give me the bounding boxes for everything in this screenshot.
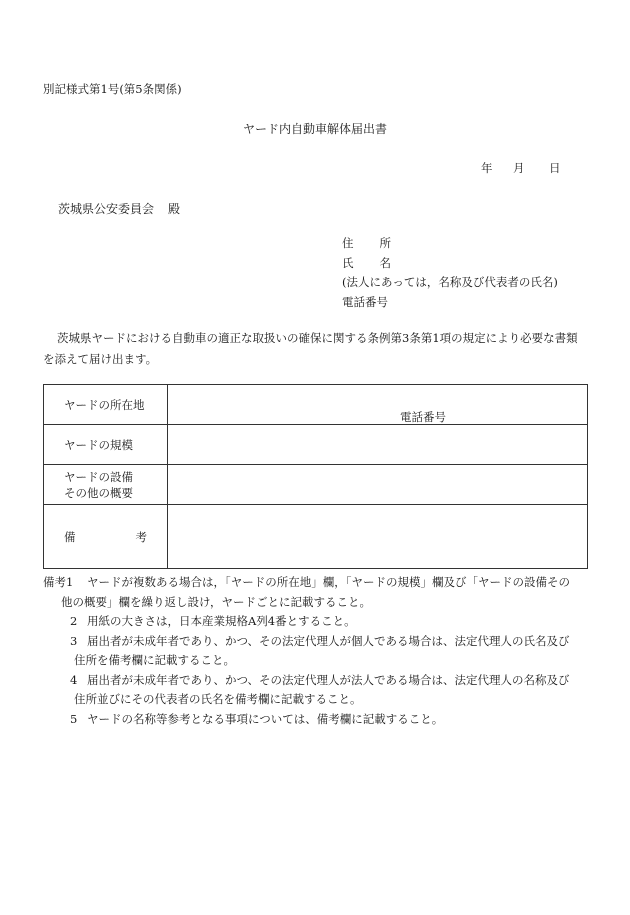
name-char-1: 氏 bbox=[342, 256, 354, 270]
note-5 bbox=[43, 710, 588, 730]
table-row bbox=[44, 425, 588, 465]
note-5-line-1: ヤードの名称等参考となる事項については、備考欄に記載すること。 bbox=[87, 711, 444, 726]
table-row bbox=[44, 505, 588, 569]
note-1-line-2: 他の概要」欄を繰り返し設け，ヤードごとに記載すること。 bbox=[61, 594, 372, 609]
note-2 bbox=[43, 612, 588, 632]
equipment-field[interactable] bbox=[168, 465, 588, 505]
yard-info-table bbox=[43, 384, 588, 569]
note-4 bbox=[43, 671, 588, 710]
applicant-phone-label: 電話番号 bbox=[342, 295, 388, 309]
date-row bbox=[481, 160, 561, 176]
note-2-number: 2 bbox=[70, 614, 78, 628]
phone-label: 電話番号 bbox=[400, 410, 446, 424]
remarks-char-2: 考 bbox=[135, 529, 147, 544]
note-1-number: 備考1 bbox=[43, 575, 74, 589]
body-text: 茨城県ヤードにおける自動車の適正な取扱いの確保に関する条例第3条第1項の規定により必要な書類を添えて届け出ます。 bbox=[43, 331, 578, 366]
date-day: 日 bbox=[549, 161, 561, 175]
remarks-char-1: 備 bbox=[64, 529, 76, 544]
applicant-address-label bbox=[342, 235, 391, 251]
scale-label-text: ヤードの規模 bbox=[64, 437, 133, 452]
applicant-name-label bbox=[342, 255, 391, 271]
remarks-field[interactable] bbox=[168, 505, 588, 569]
form-number: 別記様式第1号(第5条関係) bbox=[43, 82, 182, 96]
note-3 bbox=[43, 632, 588, 671]
scale-field[interactable] bbox=[168, 425, 588, 465]
location-label-text: ヤードの所在地 bbox=[64, 397, 145, 412]
location-field[interactable] bbox=[168, 385, 588, 425]
note-4-number: 4 bbox=[70, 672, 78, 687]
addressee-honorific: 殿 bbox=[168, 202, 181, 216]
date-month: 月 bbox=[513, 161, 525, 175]
table-row bbox=[44, 385, 588, 425]
remarks-label bbox=[44, 505, 168, 569]
equipment-label bbox=[44, 465, 168, 505]
note-4-line-1: 届出者が未成年者であり、かつ、その法定代理人が法人である場合は、法定代理人の名称及び bbox=[87, 672, 570, 687]
equipment-label-line-1: ヤードの設備 bbox=[64, 469, 133, 484]
notes bbox=[43, 573, 588, 729]
name-char-2: 名 bbox=[379, 256, 391, 270]
address-char-1: 住 bbox=[342, 236, 354, 250]
note-3-line-1: 届出者が未成年者であり、かつ、その法定代理人が個人である場合は、法定代理人の氏名及び bbox=[87, 633, 570, 648]
note-1-line-1: ヤードが複数ある場合は，「ヤードの所在地」欄，「ヤードの規模」欄及び「ヤードの設備その bbox=[87, 575, 570, 589]
note-5-number: 5 bbox=[70, 711, 78, 726]
location-label bbox=[44, 385, 168, 425]
note-4-line-2: 住所並びにその代表者の氏名を備考欄に記載すること。 bbox=[74, 692, 362, 706]
note-3-line-2: 住所を備考欄に記載すること。 bbox=[74, 653, 235, 667]
address-char-2: 所 bbox=[379, 236, 391, 250]
date-year: 年 bbox=[481, 161, 493, 175]
note-2-line-1: 用紙の大きさは，日本産業規格A列4番とすること。 bbox=[87, 614, 356, 628]
table-row bbox=[44, 465, 588, 505]
document-title: ヤード内自動車解体届出書 bbox=[242, 122, 387, 136]
note-1 bbox=[43, 573, 588, 612]
addressee bbox=[58, 200, 180, 217]
addressee-name: 茨城県公安委員会 bbox=[58, 202, 155, 216]
equipment-label-line-2: その他の概要 bbox=[64, 485, 133, 500]
note-3-number: 3 bbox=[70, 633, 78, 648]
applicant-corporate-note: (法人にあっては，名称及び代表者の氏名) bbox=[342, 275, 558, 289]
scale-label bbox=[44, 425, 168, 465]
